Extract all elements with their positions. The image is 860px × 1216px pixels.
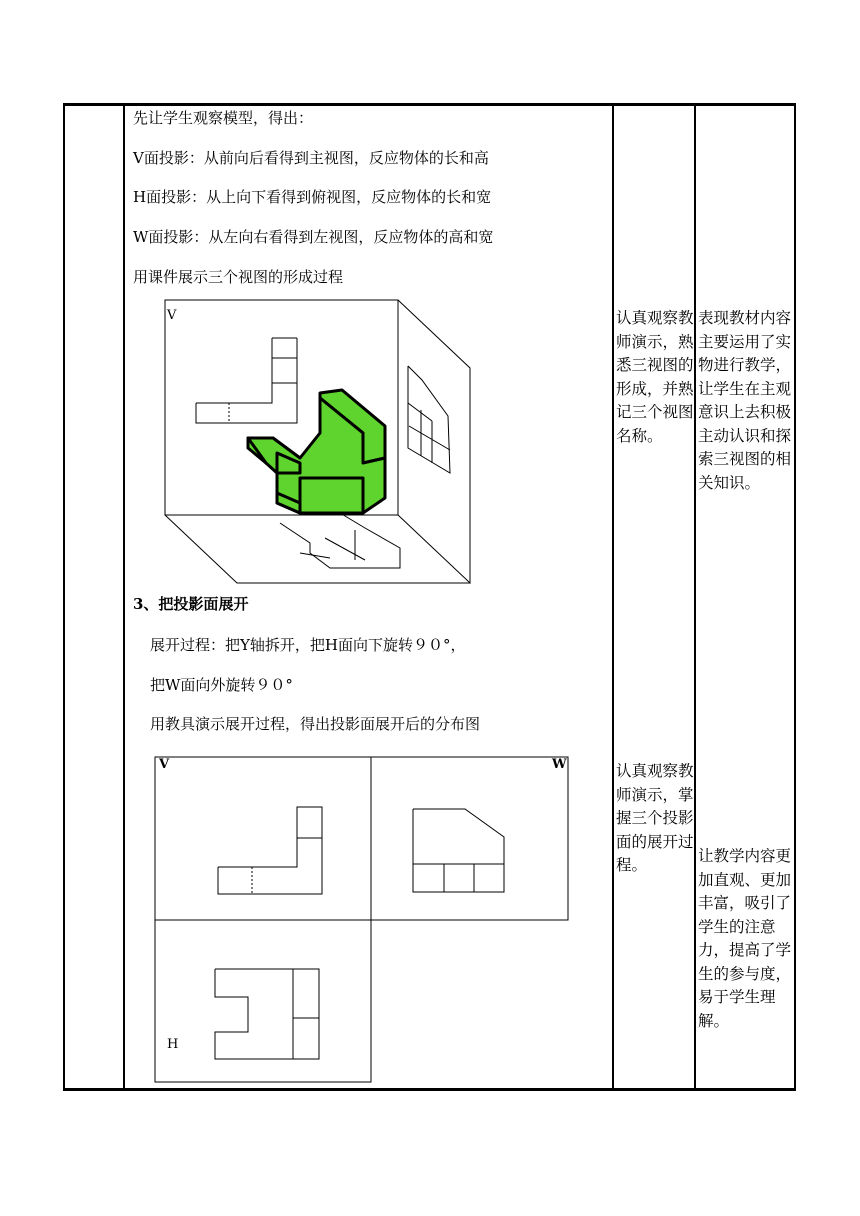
section-3-title: 3、把投影面展开 [133,595,249,613]
design-intent-1: 表现教材内容主要运用了实物进行教学，让学生在主观意识上去积极主动认识和探索三视图的相关知识。 [698,309,792,492]
unfold-line-1: 展开过程：把Y轴拆开，把H面向下旋转９０°， [150,636,466,654]
unfolded-planes-figure [150,752,575,1087]
projection-box-figure [160,298,480,588]
student-activity-1: 认真观察教师演示，熟悉三视图的形成，并熟记三个视图名称。 [616,309,694,445]
figure1-label-v: V [167,308,177,323]
figure2-label-h: H [167,1037,179,1052]
table-top-border [63,103,796,106]
content-line-5: 用课件展示三个视图的形成过程 [133,268,344,286]
table-right-border [794,103,796,1091]
student-activity-2: 认真观察教师演示，掌握三个投影面的展开过程。 [616,762,694,874]
table-bottom-border [63,1088,796,1091]
content-line-2: V面投影：从前向后看得到主视图，反应物体的长和高 [133,149,489,167]
content-line-4: W面投影：从左向右看得到左视图，反应物体的高和宽 [133,228,494,246]
column-divider-3 [694,103,696,1091]
figure2-label-w: W [552,757,567,772]
design-intent-2: 让教学内容更加直观、更加丰富，吸引了学生的注意力，提高了学生的参与度，易于学生理解。 [698,847,792,1030]
unfold-line-2: 把W面向外旋转９０° [150,676,293,694]
column-divider-1 [123,103,125,1091]
unfold-line-3: 用教具演示展开过程，得出投影面展开后的分布图 [150,715,481,733]
table-left-border [63,103,65,1091]
figure2-label-v: V [159,757,170,772]
column-divider-2 [612,103,614,1091]
content-line-3: H面投影：从上向下看得到俯视图，反应物体的长和宽 [133,188,492,206]
content-line-1: 先让学生观察模型，得出： [133,109,314,127]
